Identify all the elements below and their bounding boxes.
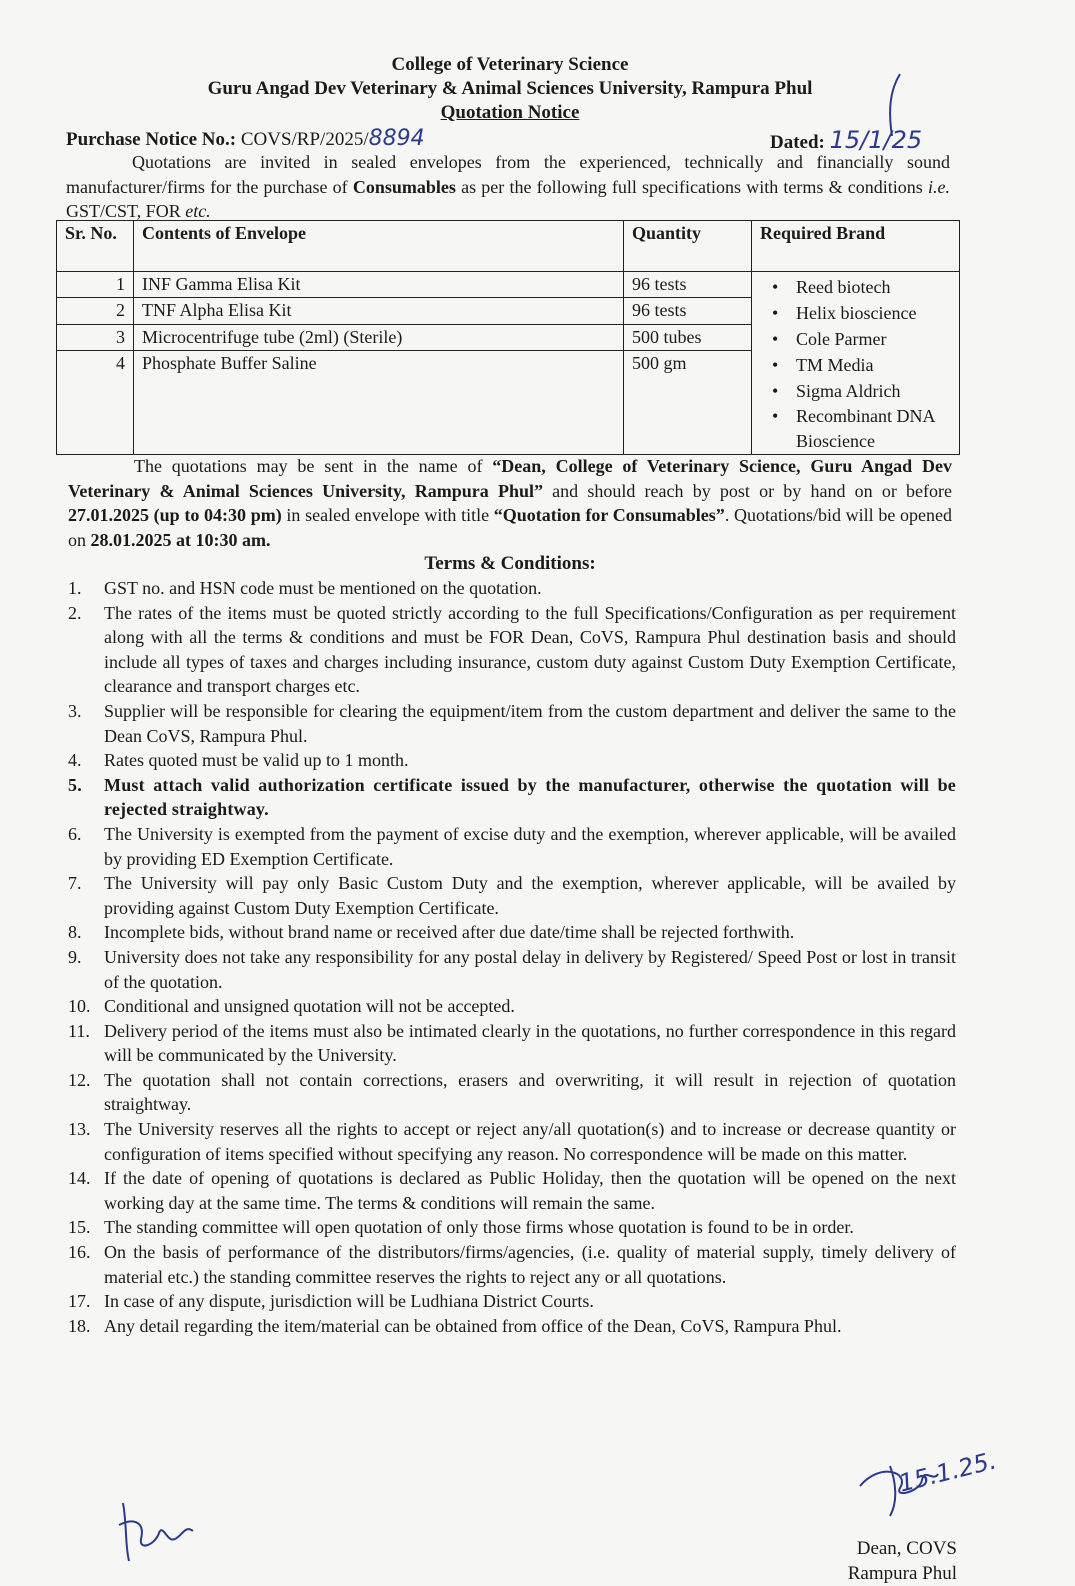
term-item xyxy=(62,822,956,871)
term-number: 16. xyxy=(68,1242,91,1263)
term-text: Conditional and unsigned quotation will not be accepted. xyxy=(104,996,515,1017)
term-number: 14. xyxy=(68,1168,91,1189)
university-name: Guru Angad Dev Veterinary & Animal Sciences University, Rampura Phul xyxy=(207,78,813,99)
term-number: 17. xyxy=(68,1291,91,1312)
brand-item: • Cole Parmer xyxy=(752,326,959,352)
term-text: University does not take any responsibility for any postal delay in delivery by Registered/ Speed Post or lost in transit of the quotation. xyxy=(104,946,956,992)
purchase-notice-line xyxy=(66,126,425,151)
send-text-4: . Quotations/bid will be opened on xyxy=(68,505,952,550)
term-number: 15. xyxy=(68,1217,91,1238)
term-item xyxy=(62,1019,956,1068)
term-item xyxy=(62,1240,956,1289)
term-item xyxy=(62,920,956,945)
row-quantity: 96 tests xyxy=(624,298,752,324)
term-number: 3. xyxy=(68,700,82,721)
term-item xyxy=(62,699,956,748)
brand-cell xyxy=(752,272,960,455)
intro-paragraph xyxy=(66,150,950,224)
term-item xyxy=(62,748,956,773)
term-item xyxy=(62,1166,956,1215)
term-number: 10. xyxy=(68,996,91,1017)
initials-signature-icon xyxy=(115,1495,205,1565)
term-text: In case of any dispute, jurisdiction will be Ludhiana District Courts. xyxy=(104,1291,594,1312)
send-bold-title: “Quotation for Consumables” xyxy=(493,505,725,525)
brand-item: • Helix bioscience xyxy=(752,300,959,326)
brand-item: • Recombinant DNA Bioscience xyxy=(752,404,959,454)
document-title: Quotation Notice xyxy=(440,102,580,123)
college-name: College of Veterinary Science xyxy=(391,54,629,75)
term-item xyxy=(62,1314,956,1339)
row-quantity: 96 tests xyxy=(624,272,752,298)
header-contents: Contents of Envelope xyxy=(134,221,624,272)
header-required-brand: Required Brand xyxy=(752,221,960,272)
term-text: The University is exempted from the payment of excise duty and the exemption, wherever applicable, will be availed by providing ED Exemption Certificate. xyxy=(104,823,956,869)
term-number: 12. xyxy=(68,1069,91,1090)
submission-paragraph xyxy=(68,454,952,552)
intro-text-3: GST/CST, FOR xyxy=(66,201,186,221)
term-number: 11. xyxy=(68,1020,90,1041)
term-item xyxy=(62,871,956,920)
row-item: Microcentrifuge tube (2ml) (Sterile) xyxy=(134,324,624,350)
send-bold-deadline: 27.01.2025 (up to 04:30 pm) xyxy=(68,505,282,525)
send-bold-opening: 28.01.2025 at 10:30 am. xyxy=(90,529,271,550)
term-item xyxy=(62,1215,956,1240)
signatory-title: Dean, COVS xyxy=(856,1538,957,1559)
send-text-2: and should reach by post or by hand on or before xyxy=(542,480,952,501)
terms-list xyxy=(62,576,956,1338)
term-number: 13. xyxy=(68,1119,91,1140)
term-text: Must attach valid authorization certificate issued by the manufacturer, otherwise the quotation will be rejected straightway. xyxy=(104,774,956,820)
term-item xyxy=(62,1117,956,1166)
purchase-notice-number-handwritten: 8894 xyxy=(368,126,425,151)
row-sr: 2 xyxy=(57,298,134,324)
intro-text-2: as per the following full specifications with terms & conditions xyxy=(455,176,928,197)
term-item xyxy=(62,773,956,822)
row-quantity: 500 gm xyxy=(624,350,752,454)
term-number: 5. xyxy=(68,774,82,795)
items-table xyxy=(56,220,960,455)
term-text: If the date of opening of quotations is declared as Public Holiday, then the quotation will be opened on the next working day at the same time. The terms & conditions will remain the same. xyxy=(104,1168,956,1213)
brand-item: • TM Media xyxy=(752,352,959,378)
row-item: INF Gamma Elisa Kit xyxy=(134,272,624,298)
term-number: 2. xyxy=(68,602,82,623)
term-item xyxy=(62,1289,956,1314)
send-bold-addressee: “Dean, College of Veterinary Science, Guru Angad Dev Veterinary & Animal Sciences University, Rampura Phul” xyxy=(68,456,952,501)
intro-italic-ie: i.e. xyxy=(928,176,950,197)
term-text: Rates quoted must be valid up to 1 month. xyxy=(104,750,409,771)
purchase-notice-number: COVS/RP/2025/ xyxy=(240,129,369,150)
term-item xyxy=(62,1068,956,1117)
term-number: 6. xyxy=(68,823,82,844)
purchase-notice-label: Purchase Notice No.: xyxy=(66,129,237,150)
row-item: TNF Alpha Elisa Kit xyxy=(134,298,624,324)
term-item xyxy=(62,945,956,994)
row-sr: 1 xyxy=(57,272,134,298)
terms-title: Terms & Conditions: xyxy=(424,553,596,574)
table-header-row xyxy=(57,221,960,272)
term-number: 1. xyxy=(68,578,82,598)
dated-label: Dated: xyxy=(770,132,825,153)
term-text: The quotation shall not contain corrections, erasers and overwriting, it will result in rejection of quotation straightway. xyxy=(104,1069,956,1115)
dated-handwritten: 15/1/25 xyxy=(829,126,923,154)
term-number: 4. xyxy=(68,750,82,771)
term-item xyxy=(62,994,956,1019)
brand-list xyxy=(752,274,959,454)
intro-italic-etc: etc. xyxy=(185,201,211,221)
send-text-3: in sealed envelope with title xyxy=(281,505,494,525)
intro-text-1: Quotations are invited in sealed envelopes from the experienced, technically and financially sound manufacturer/firms for the purchase of xyxy=(66,152,950,197)
signatory-location: Rampura Phul xyxy=(847,1563,957,1584)
term-text: GST no. and HSN code must be mentioned on the quotation. xyxy=(104,578,542,598)
term-text: On the basis of performance of the distributors/firms/agencies, (i.e. quality of material supply, timely delivery of material etc.) the standing committee reserves the rights to reject any or all quotations. xyxy=(104,1242,956,1287)
term-text: Delivery period of the items must also be intimated clearly in the quotations, no further correspondence in this regard will be communicated by the University. xyxy=(104,1020,956,1066)
term-text: The University reserves all the rights to accept or reject any/all quotation(s) and to increase or decrease quantity or configuration of items specified without specifying any reason. No correspondence will be made on this matter. xyxy=(104,1119,956,1164)
term-number: 18. xyxy=(68,1315,91,1336)
send-text-1: The quotations may be sent in the name of xyxy=(134,456,493,476)
term-number: 8. xyxy=(68,922,82,943)
term-text: The rates of the items must be quoted strictly according to the full Specifications/Configuration as per requirement along with all the terms & conditions and must be FOR Dean, CoVS, Rampura Phul destination basis and should include all types of taxes and charges including insurance, custom duty against Custom Duty Exemption Certificate, clearance and transport charges etc. xyxy=(104,602,956,697)
term-number: 7. xyxy=(68,873,82,894)
term-text: The standing committee will open quotation of only those firms whose quotation is found to be in order. xyxy=(104,1217,854,1238)
brand-item: • Reed biotech xyxy=(752,274,959,300)
table-row xyxy=(57,272,960,298)
header-quantity: Quantity xyxy=(624,221,752,272)
term-text: Any detail regarding the item/material can be obtained from office of the Dean, CoVS, Rampura Phul. xyxy=(104,1315,842,1336)
signature-date-handwritten: 15.1.25. xyxy=(896,1446,1000,1498)
intro-bold-consumables: Consumables xyxy=(352,176,456,197)
term-number: 9. xyxy=(68,946,82,967)
row-sr: 4 xyxy=(57,350,134,454)
row-quantity: 500 tubes xyxy=(624,324,752,350)
term-item xyxy=(62,601,956,699)
header-sr-no: Sr. No. xyxy=(57,221,134,272)
term-text: Supplier will be responsible for clearing the equipment/item from the custom department and deliver the same to the Dean CoVS, Rampura Phul. xyxy=(104,700,956,746)
signatory-block xyxy=(817,1536,957,1586)
brand-item: • Sigma Aldrich xyxy=(752,378,959,404)
term-item xyxy=(62,576,956,601)
row-item: Phosphate Buffer Saline xyxy=(134,350,624,454)
term-text: Incomplete bids, without brand name or received after due date/time shall be rejected forthwith. xyxy=(104,922,795,943)
row-sr: 3 xyxy=(57,324,134,350)
term-text: The University will pay only Basic Custom Duty and the exemption, wherever applicable, will be availed by providing against Custom Duty Exemption Certificate. xyxy=(104,873,956,918)
